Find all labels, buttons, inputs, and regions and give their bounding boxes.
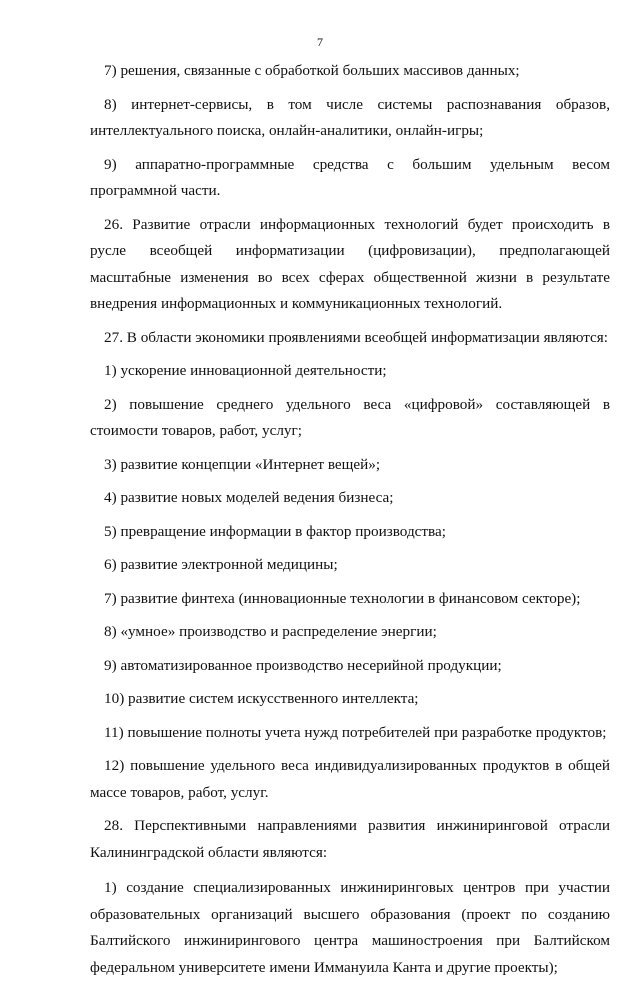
paragraph-list-item-12: 12) повышение удельного веса индивидуализированных продуктов в общей массе товаров, работ, услуг. (90, 757, 610, 801)
paragraph-list-item-9: 9) автоматизированное производство несерийной продукции; (104, 656, 502, 674)
paragraph-list-item-4: 4) развитие новых моделей ведения бизнеса; (104, 489, 394, 506)
page-number: 7 (317, 35, 323, 49)
paragraph-list-item-1: 1) ускорение инновационной деятельности; (104, 362, 387, 379)
paragraph-clause-27: 27. В области экономики проявлениями всеобщей информатизации являются: (104, 328, 609, 346)
paragraph-list-item-11: 11) повышение полноты учета нужд потребителей при разработке продуктов; (104, 723, 607, 741)
paragraph-item-9-hardware-software: 9) аппаратно-программные средства с большим удельным весом программной части. (90, 155, 610, 199)
paragraph-list-item-3: 3) развитие концепции «Интернет вещей»; (104, 455, 381, 473)
paragraph-engineering-item-1: 1) создание специализированных инжиниринговых центров при участии образовательных организаций высшего образования (проект по созданию Балтийского инжинирингового центра машиностроения при Балтийском федеральном университете имени Иммануила Канта и другие проекты); (90, 879, 610, 976)
paragraph-list-item-8: 8) «умное» производство и распределение энергии; (104, 623, 437, 640)
paragraph-item-7-big-data: 7) решения, связанные с обработкой больших массивов данных; (104, 62, 520, 79)
paragraph-list-item-7: 7) развитие финтеха (инновационные технологии в финансовом секторе); (104, 589, 581, 607)
paragraph-clause-26: 26. Развитие отрасли информационных технологий будет происходить в русле всеобщей информатизации (цифровизации), предполагающей масштабные изменения во всех сферах общественной жизни в результате внедрения информационных и коммуникационных технологий. (90, 215, 610, 312)
document-body (90, 58, 610, 988)
paragraph-list-item-10: 10) развитие систем искусственного интеллекта; (104, 690, 419, 707)
paragraph-list-item-5: 5) превращение информации в фактор производства; (104, 522, 446, 540)
paragraph-clause-28: 28. Перспективными направлениями развития инжиниринговой отрасли Калининградской области являются: (90, 817, 610, 861)
paragraph-list-item-2: 2) повышение среднего удельного веса «цифровой» составляющей в стоимости товаров, работ, услуг; (90, 395, 610, 439)
paragraph-list-item-6: 6) развитие электронной медицины; (104, 556, 338, 573)
paragraph-item-8-internet-services: 8) интернет-сервисы, в том числе системы распознавания образов, интеллектуального поиска, онлайн-аналитики, онлайн-игры; (90, 95, 610, 139)
